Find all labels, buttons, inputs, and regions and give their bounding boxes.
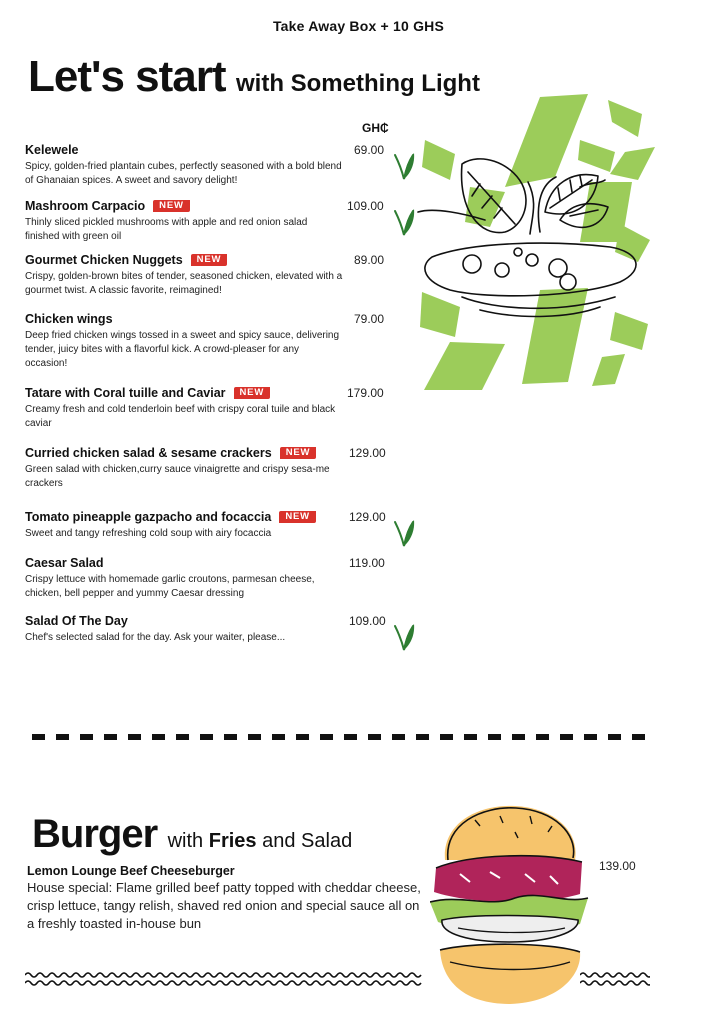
- divider-dash: [368, 734, 381, 740]
- burger-item-name: Lemon Lounge Beef Cheeseburger: [27, 864, 235, 878]
- burger-title-with: with: [167, 830, 204, 852]
- divider-dash: [344, 734, 357, 740]
- menu-item-price: 179.00: [347, 386, 384, 400]
- starters-title-main: Let's start: [28, 52, 226, 101]
- menu-item-price: 89.00: [354, 253, 385, 267]
- divider-dash: [632, 734, 645, 740]
- menu-item-desc: Creamy fresh and cold tenderloin beef with crispy coral tuile and black caviar: [25, 404, 336, 429]
- menu-item-title: Chicken wings: [25, 312, 113, 326]
- new-badge: NEW: [280, 447, 317, 459]
- divider-dash: [32, 734, 45, 740]
- burger-illustration: [430, 802, 590, 1008]
- menu-item-desc: Green salad with chicken,curry sauce vinaigrette and crispy sesa-me crackers: [25, 464, 330, 489]
- menu-item-name: [25, 556, 343, 571]
- menu-item: [25, 253, 343, 298]
- menu-item-title: Tomato pineapple gazpacho and focaccia: [25, 510, 272, 524]
- menu-item-price: 119.00: [349, 556, 385, 570]
- divider-dash: [104, 734, 117, 740]
- divider-dash: [248, 734, 261, 740]
- divider-dash: [296, 734, 309, 740]
- new-badge: NEW: [234, 387, 271, 399]
- divider-dash: [392, 734, 405, 740]
- divider-dash: [152, 734, 165, 740]
- menu-item-price: 79.00: [354, 312, 385, 326]
- menu-item-name: [25, 143, 343, 158]
- starters-title-sub: with Something Light: [235, 70, 480, 97]
- leaf-icon: [393, 151, 415, 181]
- divider-dash: [608, 734, 621, 740]
- new-badge: NEW: [191, 254, 228, 266]
- divider-dash: [224, 734, 237, 740]
- menu-item: [25, 143, 343, 188]
- divider-dash: [272, 734, 285, 740]
- menu-item-title: Kelewele: [25, 143, 79, 157]
- divider-dash: [176, 734, 189, 740]
- leaf-icon: [393, 518, 415, 548]
- burger-title-fries: Fries: [208, 830, 257, 852]
- menu-item-desc: Spicy, golden-fried plantain cubes, perfectly seasoned with a bold blend of Ghanaian spices. A sweet and savory delight!: [25, 161, 342, 186]
- menu-item: [25, 312, 343, 371]
- wave-decoration-left: [25, 968, 425, 990]
- menu-item-name: [25, 510, 343, 525]
- leaf-icon: [393, 207, 415, 237]
- divider-dash: [512, 734, 525, 740]
- menu-item-price: 109.00: [347, 199, 384, 213]
- menu-item-desc: Crispy lettuce with homemade garlic croutons, parmesan cheese, chicken, bell pepper and yummy Caesar dressing: [25, 574, 315, 599]
- menu-item: [25, 199, 343, 244]
- menu-item: [25, 386, 343, 431]
- menu-item-name: [25, 199, 343, 214]
- divider-dash: [536, 734, 549, 740]
- divider-dash: [464, 734, 477, 740]
- menu-item-name: [25, 253, 343, 268]
- menu-item-title: Salad Of The Day: [25, 614, 128, 628]
- section-divider: [32, 732, 652, 742]
- menu-item-title: Tatare with Coral tuille and Caviar: [25, 386, 226, 400]
- menu-item-desc: Sweet and tangy refreshing cold soup with airy focaccia: [25, 528, 272, 539]
- menu-item-desc: Crispy, golden-brown bites of tender, seasoned chicken, elevated with a gourmet twist. A classic favorite, reimagined!: [25, 271, 343, 296]
- new-badge: NEW: [279, 511, 316, 523]
- menu-item-name: [25, 386, 343, 401]
- divider-dash: [56, 734, 69, 740]
- burger-item-desc: House special: Flame grilled beef patty topped with cheddar cheese, crisp lettuce, tangy relish, shaved red onion and special sauce all on a freshly toasted in-house bun: [27, 880, 421, 931]
- menu-item: [25, 556, 343, 601]
- divider-dash: [560, 734, 573, 740]
- wave-decoration-right: [580, 968, 650, 990]
- menu-item-desc: Thinly sliced pickled mushrooms with apple and red onion salad finished with green oil: [25, 217, 308, 242]
- leaf-icon: [393, 622, 415, 652]
- divider-dash: [128, 734, 141, 740]
- divider-dash: [416, 734, 429, 740]
- burger-item-price: 139.00: [599, 859, 636, 873]
- divider-dash: [440, 734, 453, 740]
- menu-item: [25, 446, 343, 491]
- divider-dash: [200, 734, 213, 740]
- new-badge: NEW: [153, 200, 190, 212]
- divider-dash: [584, 734, 597, 740]
- divider-dash: [488, 734, 501, 740]
- divider-dash: [320, 734, 333, 740]
- divider-dash: [80, 734, 93, 740]
- menu-item-title: Mashroom Carpacio: [25, 199, 146, 213]
- menu-item-title: Caesar Salad: [25, 556, 104, 570]
- menu-item-price: 69.00: [354, 143, 385, 157]
- burger-title-sub: [168, 830, 353, 852]
- menu-item-price: 129.00: [349, 510, 386, 524]
- menu-item-name: [25, 446, 343, 461]
- menu-item: [25, 614, 343, 645]
- menu-item: [25, 510, 343, 541]
- burger-title-rest: and Salad: [262, 830, 353, 852]
- menu-item-name: [25, 614, 343, 629]
- burger-title: [32, 812, 352, 857]
- menu-item-price: 129.00: [349, 446, 386, 460]
- menu-item-title: Curried chicken salad & sesame crackers: [25, 446, 272, 460]
- menu-item-desc: Chef's selected salad for the day. Ask your waiter, please...: [25, 632, 286, 643]
- menu-item-desc: Deep fried chicken wings tossed in a sweet and spicy sauce, delivering tender, juicy bites with a flavorful kick. A crowd-pleaser for any occasion!: [25, 330, 340, 369]
- menu-item-title: Gourmet Chicken Nuggets: [25, 253, 183, 267]
- currency-label: GH₵: [362, 121, 389, 135]
- menu-item-name: [25, 312, 343, 327]
- salad-bowl-illustration: [410, 92, 660, 397]
- burger-title-main: Burger: [32, 812, 158, 856]
- takeaway-note: Take Away Box + 10 GHS: [272, 18, 445, 34]
- menu-item-price: 109.00: [349, 614, 386, 628]
